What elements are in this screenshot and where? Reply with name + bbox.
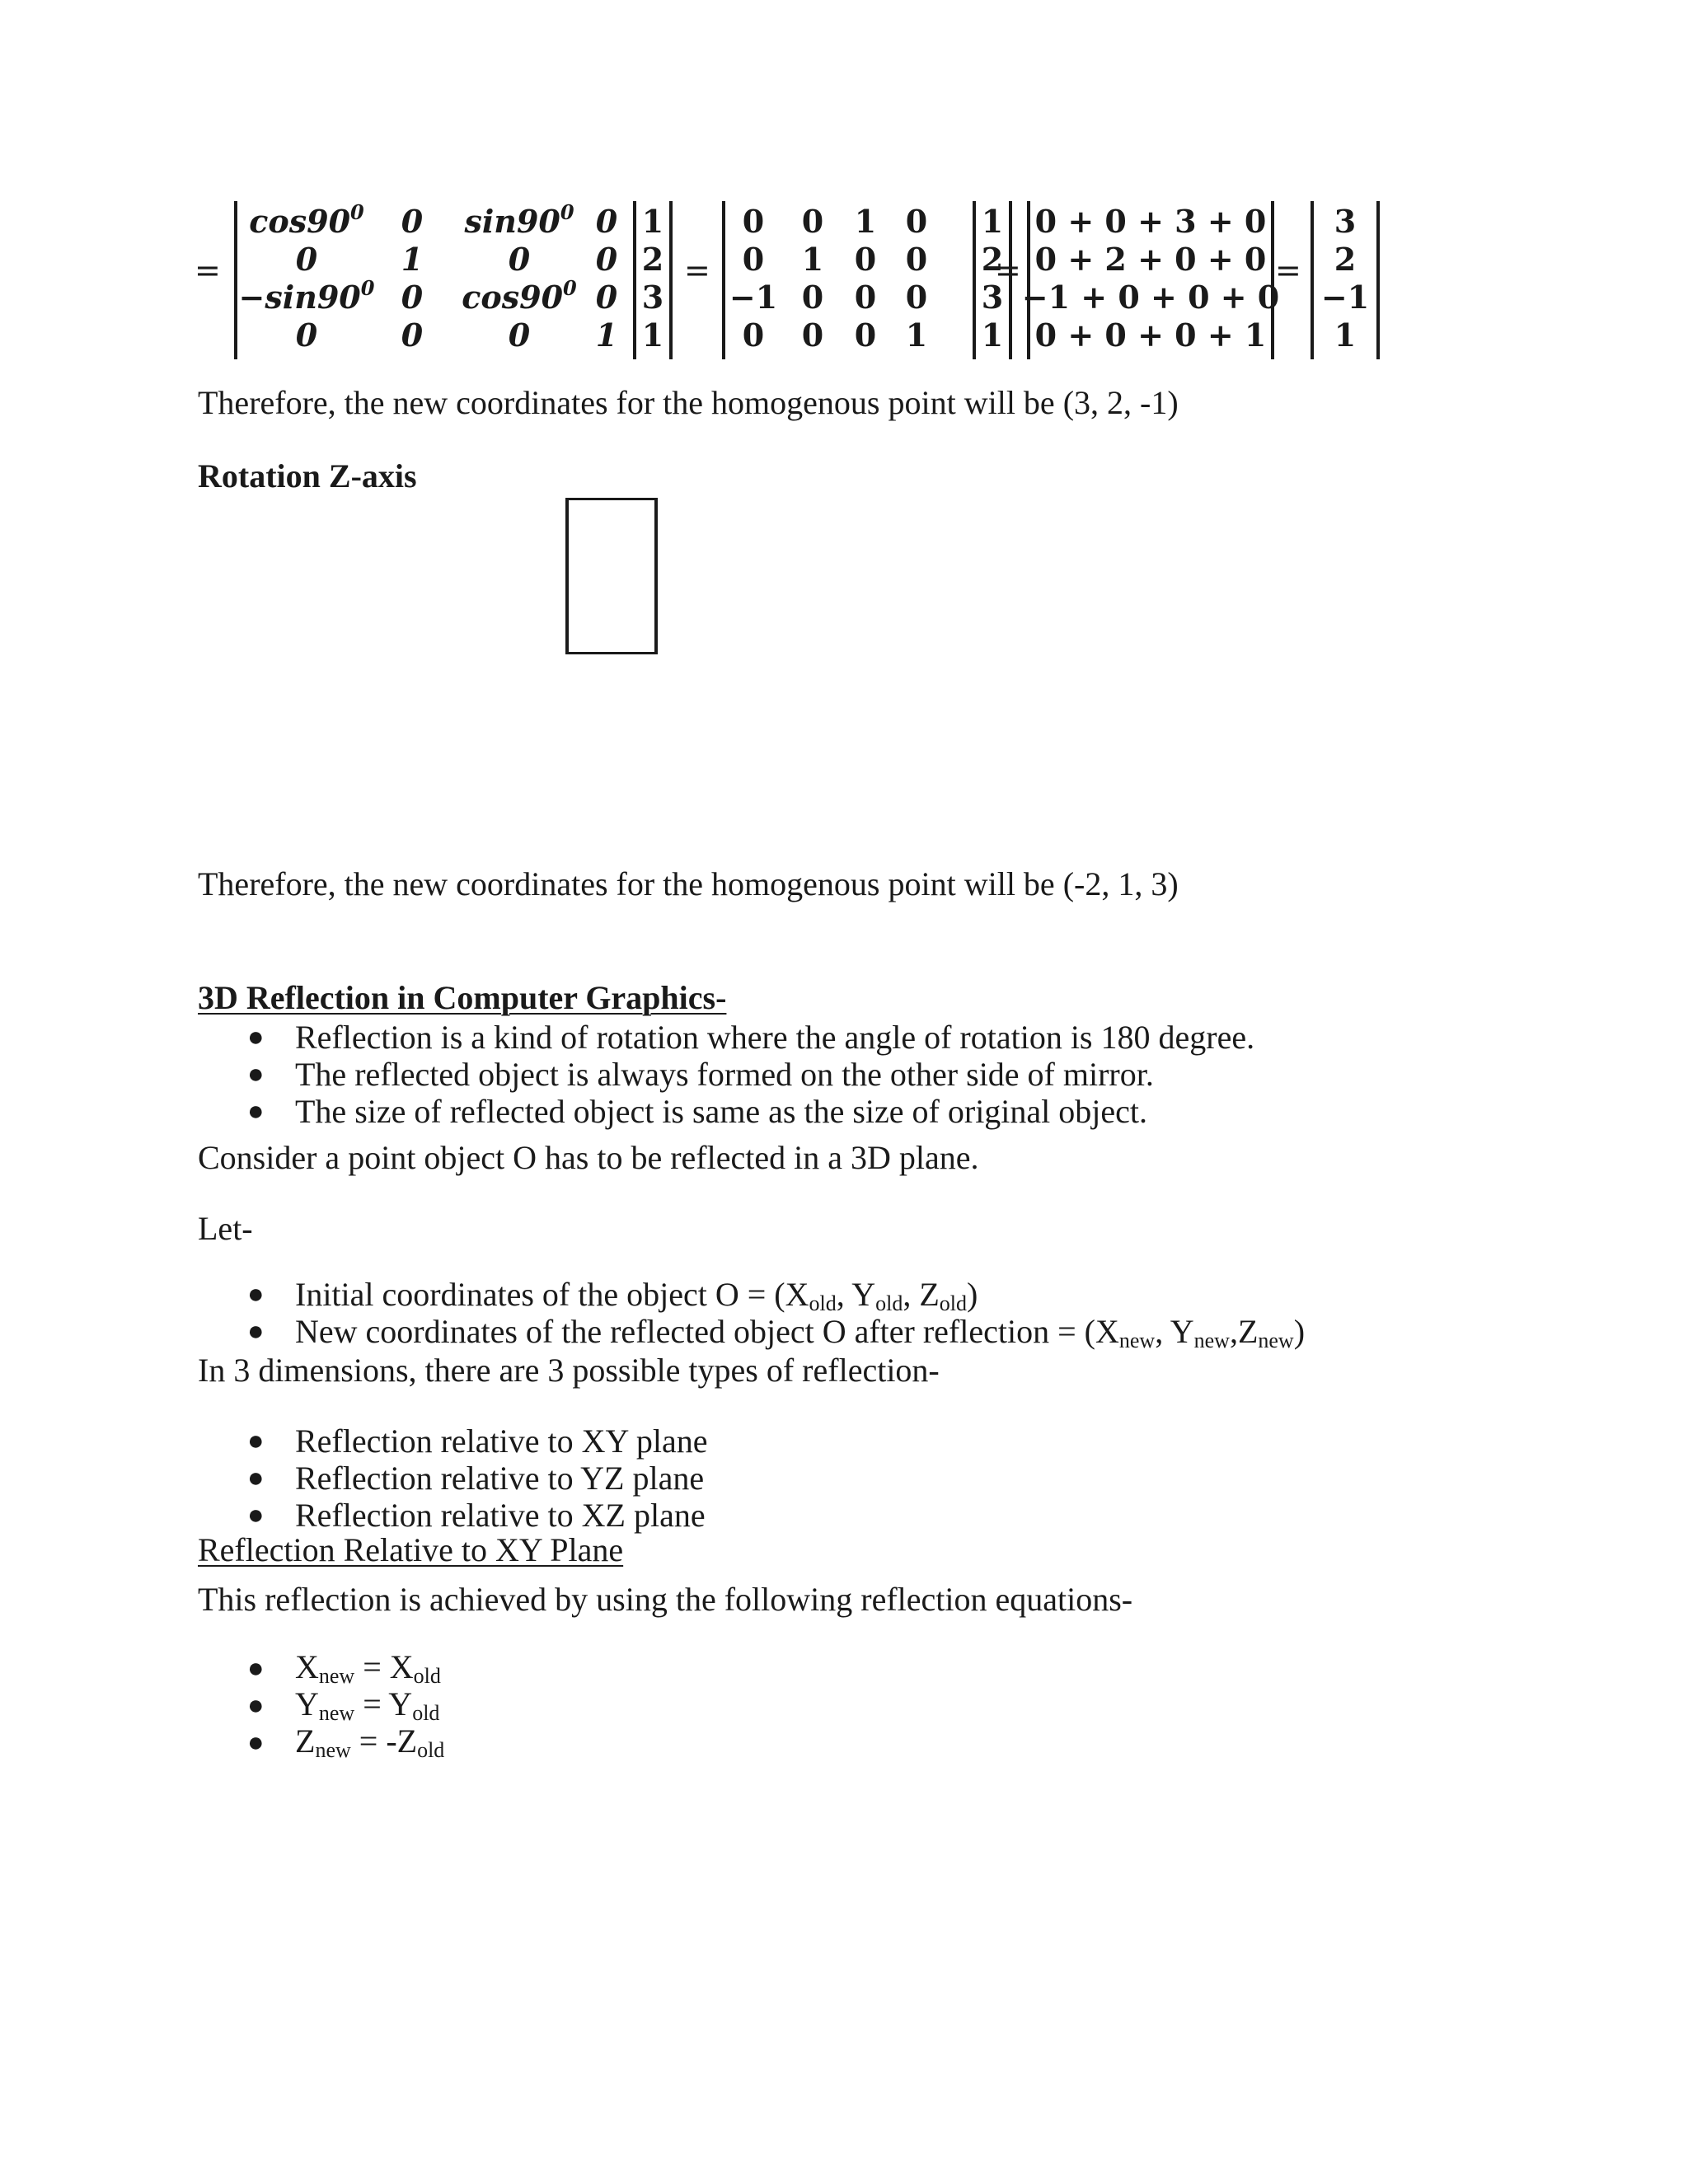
- matrix-cell: 0: [905, 279, 928, 316]
- matrix-cell: 1: [641, 203, 664, 240]
- list-item: Reflection relative to XY plane: [295, 1422, 708, 1460]
- matrix-cell: 0: [595, 279, 618, 316]
- matrix-cell: 0: [905, 203, 928, 240]
- bullet-icon: ●: [247, 1096, 265, 1127]
- matrix-cell: $\cos 90^0$: [249, 200, 364, 240]
- reflection-heading: 3D Reflection in Computer Graphics-: [198, 979, 727, 1016]
- matrix-cell: 0 + 0 + 3 + 0: [1034, 203, 1267, 240]
- list-item: The reflected object is always formed on the other side of mirror.: [295, 1056, 1154, 1093]
- list-item: Reflection relative to YZ plane: [295, 1460, 705, 1497]
- matrix-cell: 2: [1334, 241, 1357, 278]
- types-intro: In 3 dimensions, there are 3 possible types of reflection-: [198, 1352, 940, 1389]
- matrix-cell: 0: [742, 203, 765, 240]
- bullet-icon: ●: [247, 1022, 265, 1052]
- matrix-cell: 1: [401, 241, 424, 278]
- matrix-cell: 0: [595, 203, 618, 240]
- matrix-cell: −1: [729, 279, 778, 316]
- equals-sign: =: [684, 252, 710, 288]
- bullet-icon: ●: [247, 1690, 265, 1721]
- matrix-cell: 3: [1334, 203, 1357, 240]
- matrix-cell: −1: [1320, 279, 1370, 316]
- rotation-matrix-numeric: [722, 201, 976, 359]
- bullet-icon: ●: [247, 1727, 265, 1758]
- matrix-cell: 1: [905, 316, 928, 354]
- equation-y: $Y_{new} = Y_{old}$: [295, 1685, 440, 1725]
- bullet-icon: ●: [247, 1653, 265, 1684]
- matrix-cell: $\sin 90^0$: [464, 200, 574, 240]
- equation-x: $X_{new} = X_{old}$: [295, 1648, 441, 1688]
- matrix-cell: 1: [595, 316, 618, 354]
- matrix-cell: 0: [401, 316, 424, 354]
- matrix-cell: 1: [981, 316, 1004, 354]
- list-item: Reflection relative to XZ plane: [295, 1497, 706, 1534]
- matrix-cell: 0: [905, 241, 928, 278]
- matrix-cell: 1: [854, 203, 877, 240]
- matrix-cell: $\cos 90^0$: [462, 276, 577, 316]
- rz-conclusion: Therefore, the new coordinates for the homogenous point will be (-2, 1, 3): [198, 865, 1179, 902]
- matrix-cell: 2: [981, 241, 1004, 278]
- matrix-cell: 0: [742, 316, 765, 354]
- matrix-cell: 0: [595, 241, 618, 278]
- list-item: Reflection is a kind of rotation where the angle of rotation is 180 degree.: [295, 1019, 1255, 1056]
- initial-coordinates-item: Initial coordinates of the object $O = (X_{old}$, $Y_{old}$, $Z_{old}$): [295, 1276, 978, 1315]
- matrix-cell: 1: [801, 241, 824, 278]
- let-text: Let-: [198, 1210, 253, 1247]
- matrix-cell: 0 + 0 + 0 + 1: [1034, 316, 1267, 354]
- matrix-cell: 0 + 2 + 0 + 0: [1034, 241, 1267, 278]
- matrix-cell: 0: [854, 279, 877, 316]
- point-vector: [633, 201, 673, 359]
- matrix-cell: 2: [641, 241, 664, 278]
- matrix-cell: 3: [641, 279, 664, 316]
- equals-sign: =: [1275, 252, 1301, 288]
- sum-vector: [1021, 201, 1280, 359]
- matrix-cell: 0: [295, 316, 318, 354]
- equation-z: $Z_{new} = -Z_{old}$: [295, 1722, 445, 1762]
- result-vector: [1311, 201, 1380, 359]
- matrix-cell: −1 + 0 + 0 + 0: [1021, 279, 1280, 316]
- matrix-cell: 1: [1334, 316, 1357, 354]
- new-coordinates-item: New coordinates of the reflected object O after reflection = ($X_{new}$, $Y_{new},Z_{new}$): [295, 1313, 1306, 1352]
- bullet-icon: ●: [247, 1316, 265, 1347]
- matrix-cell: 3: [981, 279, 1004, 316]
- xy-plane-heading: Reflection Relative to XY Plane: [198, 1531, 624, 1568]
- bullet-icon: ●: [247, 1426, 265, 1456]
- matrix-cell: 1: [981, 203, 1004, 240]
- equals-sign: =: [195, 252, 221, 288]
- matrix-cell: 0: [801, 279, 824, 316]
- consider-text: Consider a point object O has to be reflected in a 3D plane.: [198, 1139, 979, 1176]
- matrix-cell: 0: [295, 241, 318, 278]
- bullet-icon: ●: [247, 1059, 265, 1090]
- matrix-cell: 0: [401, 203, 424, 240]
- new-coordinates-vector: [565, 498, 658, 654]
- bullet-icon: ●: [247, 1463, 265, 1493]
- matrix-cell: 0: [508, 316, 531, 354]
- xy-plane-intro: This reflection is achieved by using the following reflection equations-: [198, 1581, 1133, 1618]
- matrix-cell: 1: [641, 316, 664, 354]
- matrix-cell: 0: [801, 203, 824, 240]
- matrix-cell: 0: [401, 279, 424, 316]
- matrix-cell: 0: [854, 316, 877, 354]
- bullet-icon: ●: [247, 1500, 265, 1530]
- matrix-cell: 0: [854, 241, 877, 278]
- ry-conclusion: Therefore, the new coordinates for the homogenous point will be (3, 2, -1): [198, 384, 1179, 421]
- matrix-cell: 0: [508, 241, 531, 278]
- matrix-cell: $-\sin 90^0$: [238, 276, 375, 316]
- equals-sign: =: [995, 252, 1021, 288]
- list-item: The size of reflected object is same as the size of original object.: [295, 1093, 1148, 1130]
- matrix-cell: 0: [801, 316, 824, 354]
- matrix-cell: 0: [742, 241, 765, 278]
- bullet-icon: ●: [247, 1279, 265, 1310]
- rotation-matrix: [234, 201, 636, 359]
- rz-heading: Rotation Z-axis: [198, 457, 417, 494]
